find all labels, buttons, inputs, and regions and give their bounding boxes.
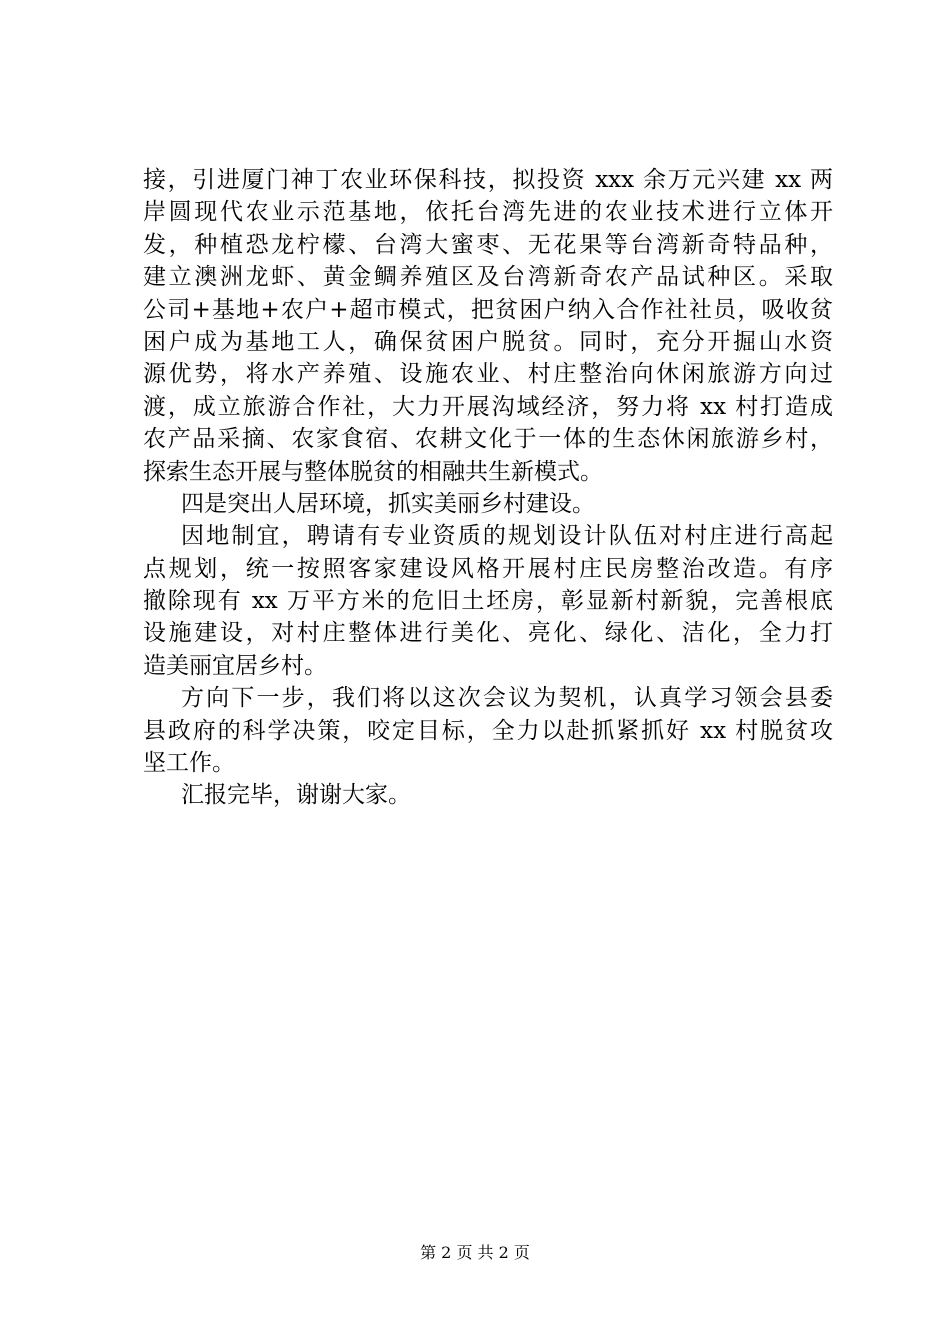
closing-line: 汇报完毕，谢谢大家。 [181, 782, 411, 809]
text-line: 困户成为基地工人，确保贫困户脱贫。同时，充分开掘山水资 [143, 328, 833, 355]
section-heading: 四是突出人居环境，抓实美丽乡村建设。 [181, 490, 595, 517]
text-line: 农产品采摘、农家食宿、农耕文化于一体的生态休闲旅游乡村， [143, 426, 833, 453]
text-line: 因地制宜，聘请有专业资质的规划设计队伍对村庄进行高起 [181, 523, 833, 550]
text-line: 撤除现有 xx 万平方米的危旧土坯房，彰显新村新貌，完善根底 [143, 588, 833, 615]
text-line: 公司+基地+农户+超市模式，把贫困户纳入合作社社员，吸收贫 [143, 296, 833, 323]
page-number-footer: 第 2 页 共 2 页 [420, 1243, 530, 1262]
text-line: 县政府的科学决策，咬定目标，全力以赴抓紧抓好 xx 村脱贫攻 [143, 717, 833, 744]
text-line: 探索生态开展与整体脱贫的相融共生新模式。 [143, 458, 603, 485]
text-line: 渡，成立旅游合作社，大力开展沟域经济，努力将 xx 村打造成 [143, 393, 833, 420]
text-line: 建立澳洲龙虾、黄金鲷养殖区及台湾新奇农产品试种区。采取 [143, 264, 833, 291]
document-body [143, 164, 833, 812]
text-line: 岸圆现代农业示范基地，依托台湾先进的农业技术进行立体开 [143, 199, 833, 226]
text-line: 发，种植恐龙柠檬、台湾大蜜枣、无花果等台湾新奇特品种， [143, 231, 833, 258]
text-line: 点规划，统一按照客家建设风格开展村庄民房整治改造。有序 [143, 555, 833, 582]
text-line: 方向下一步，我们将以这次会议为契机，认真学习领会县委 [181, 685, 833, 712]
text-line: 源优势，将水产养殖、设施农业、村庄整治向休闲旅游方向过 [143, 361, 833, 388]
text-line: 造美丽宜居乡村。 [143, 652, 327, 679]
text-line: 坚工作。 [143, 750, 235, 777]
text-line: 设施建设，对村庄整体进行美化、亮化、绿化、洁化，全力打 [143, 620, 833, 647]
text-line: 接，引进厦门神丁农业环保科技，拟投资 xxx 余万元兴建 xx 两 [143, 167, 833, 193]
